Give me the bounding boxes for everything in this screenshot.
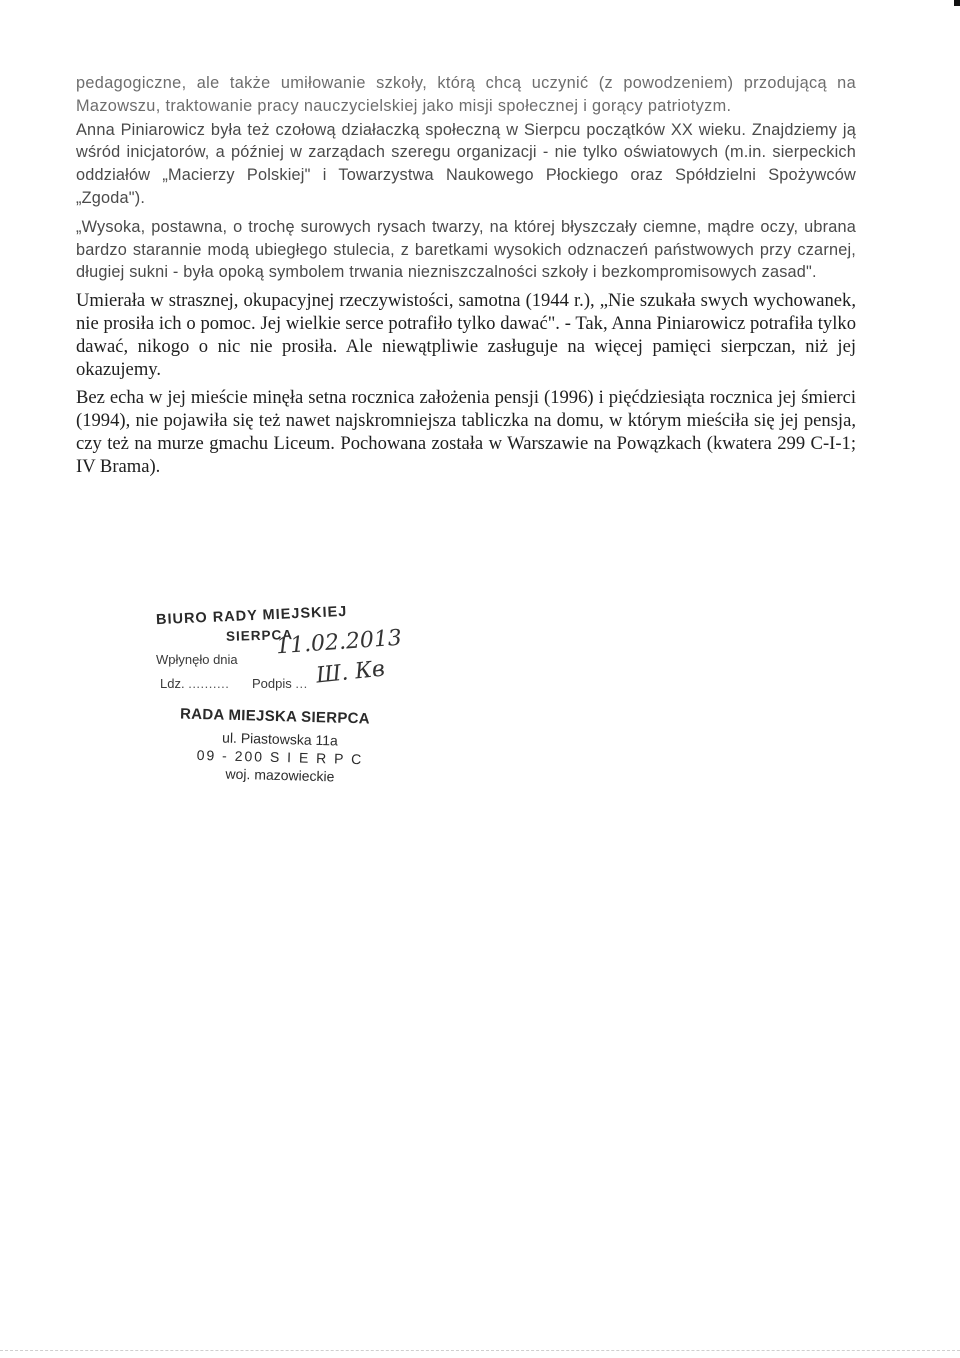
paragraph-social-activity: Anna Piniarowicz była też czołową działaczką społeczną w Sierpcu początków XX wieku. Znajdziemy ją wśród inicjatorów, a później w zarządach szeregu organizacji - nie tylko oświatowych (m.in. sierpeckich oddziałów „Macierzy Polskiej" i Towarzystwa Naukowego Płockiego oraz Spółdzielni Spożywców „Zgoda").	[76, 120, 856, 207]
paragraph-description-quote: „Wysoka, postawna, o trochę surowych rysach twarzy, na której błyszczały ciemne, mądre oczy, ubrana bardzo starannie modą ubiegłego stulecia, z baretkami wysokich odznaczeń państwowych przy czarnej, długiej sukni - była opoką symbolem trwania niezniszczalności szkoły i bezkompromisowych zasad".	[76, 217, 856, 282]
stamp-signature-dots: ...	[295, 676, 308, 691]
stamp-received-label: Wpłynęło dnia	[156, 652, 238, 667]
stamp-ldz-label: Ldz.	[160, 676, 185, 691]
handwritten-received-date: 11.02.2013	[275, 625, 403, 660]
stamp-ldz-dots: ..........	[188, 676, 230, 691]
stamp-office-name: BIURO RADY MIEJSKIEJ	[155, 603, 348, 629]
document-body	[76, 72, 856, 480]
council-city: 09 - 200 S I E R P C	[196, 746, 364, 768]
stamp-office-city: SIERPCA	[225, 627, 294, 644]
stamp-signature-label: Podpis	[252, 676, 292, 691]
stamp-signature-field	[252, 676, 308, 691]
scan-corner-mark	[954, 0, 960, 6]
council-region: woj. mazowieckie	[225, 765, 335, 785]
handwritten-signature: Ш. Кв	[314, 656, 387, 689]
council-address-stamp	[170, 705, 390, 785]
paragraph-anniversary: Bez echa w jej mieście minęła setna rocznica założenia pensji (1996) i pięćdziesiąta rocznica jej śmierci (1994), nie pojawiła się też nawet najskromniejsza tabliczka na domu, w którym mieściła się jej pensja, czy też na murze gmachu Liceum. Pochowana została w Warszawie na Powązkach (kwatera 299 C-I-1; IV Brama).	[76, 387, 856, 477]
paragraph-death: Umierała w strasznej, okupacyjnej rzeczywistości, samotna (1944 r.), „Nie szukała swych wychowanek, nie prosiła ich o pomoc. Jej wielkie serce potrafiło tylko dawać". - Tak, Anna Piniarowicz potrafiła tylko dawać, nikogo o nic nie prosiła. Ale niewątpliwie zasługuje na więcej pamięci sierpczan, niż jej okazujemy.	[76, 290, 856, 380]
paragraph-pedagogy: pedagogiczne, ale także umiłowanie szkoły, którą chcą uczynić (z powodzeniem) przodującą na Mazowszu, traktowanie pracy nauczycielskiej jako misji społecznej i gorący patriotyzm.	[76, 74, 856, 115]
council-street: ul. Piastowska 11a	[221, 729, 339, 749]
scan-bottom-edge	[0, 1350, 960, 1351]
council-name: RADA MIEJSKA SIERPCA	[179, 705, 371, 728]
stamp-ldz-field	[160, 676, 229, 691]
